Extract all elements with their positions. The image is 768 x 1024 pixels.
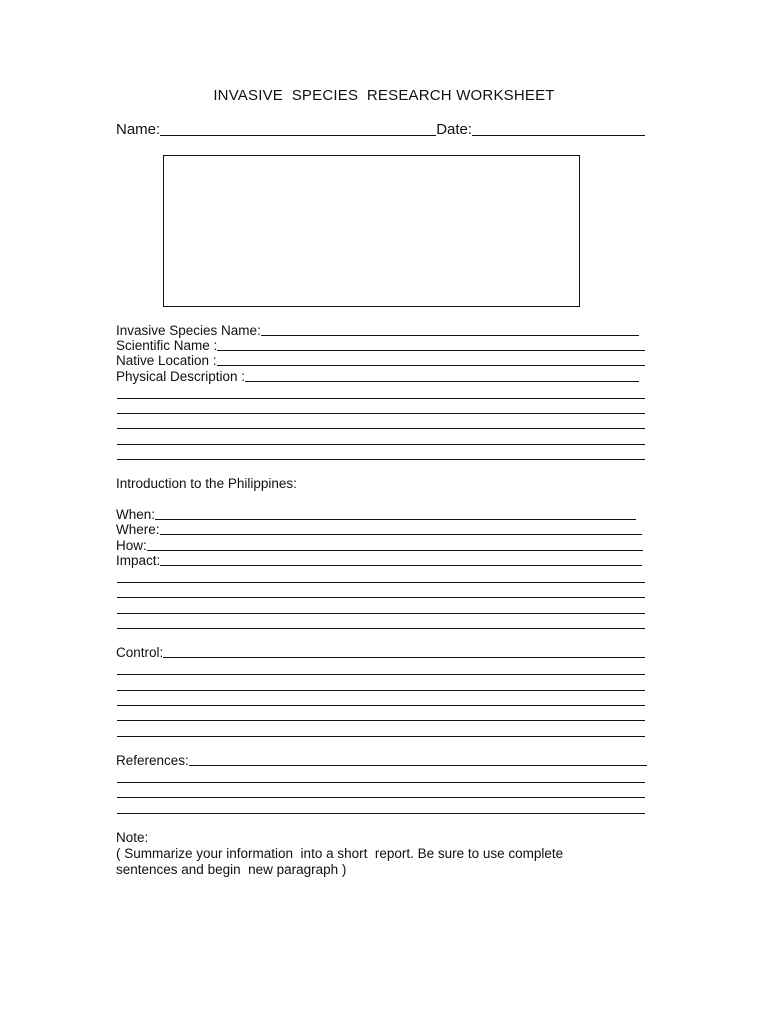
impact-line[interactable] (117, 613, 645, 614)
name-date-row (116, 121, 645, 138)
name-field[interactable] (160, 135, 436, 136)
how-field[interactable] (147, 550, 643, 551)
worksheet-title: INVASIVE SPECIES RESEARCH WORKSHEET (213, 87, 555, 104)
impact-label: Impact: (116, 553, 161, 568)
control-label: Control: (116, 645, 164, 660)
species-picture-box[interactable] (163, 155, 580, 307)
scientific-name-label: Scientific Name : (116, 338, 218, 353)
physical-description-line[interactable] (117, 398, 645, 399)
impact-line[interactable] (117, 582, 645, 583)
note-label: Note: (116, 830, 149, 845)
control-line[interactable] (117, 674, 645, 675)
control-line[interactable] (117, 690, 645, 691)
impact-field[interactable] (160, 565, 642, 566)
species-name-field[interactable] (261, 335, 639, 336)
name-label: Name: (116, 121, 161, 138)
references-row (116, 753, 647, 768)
how-row (116, 538, 643, 553)
native-location-label: Native Location : (116, 353, 217, 368)
control-line[interactable] (117, 720, 645, 721)
references-line[interactable] (117, 782, 645, 783)
how-label: How: (116, 538, 147, 553)
when-row (116, 507, 636, 522)
references-field[interactable] (189, 765, 647, 766)
control-line[interactable] (117, 705, 645, 706)
species-name-row (116, 323, 639, 338)
references-label: References: (116, 753, 189, 768)
control-line[interactable] (117, 736, 645, 737)
where-label: Where: (116, 522, 160, 537)
native-location-field[interactable] (217, 365, 645, 366)
physical-description-label: Physical Description : (116, 369, 246, 384)
introduction-heading: Introduction to the Philippines: (116, 476, 297, 491)
impact-line[interactable] (117, 628, 645, 629)
scientific-name-row (116, 338, 645, 353)
when-field[interactable] (155, 519, 636, 520)
physical-description-line[interactable] (117, 444, 645, 445)
when-label: When: (116, 507, 156, 522)
native-location-row (116, 353, 645, 368)
control-field[interactable] (163, 657, 645, 658)
where-row (116, 522, 642, 537)
control-row (116, 645, 645, 660)
physical-description-line[interactable] (117, 413, 645, 414)
date-field[interactable] (472, 135, 645, 136)
scientific-name-field[interactable] (217, 350, 645, 351)
species-name-label: Invasive Species Name: (116, 323, 261, 338)
impact-row (116, 553, 642, 568)
note-text-line-1: ( Summarize your information into a short report. Be sure to use complete (116, 846, 564, 861)
impact-line[interactable] (117, 597, 645, 598)
references-line[interactable] (117, 797, 645, 798)
physical-description-row (116, 369, 639, 384)
date-label: Date: (436, 121, 473, 138)
physical-description-line[interactable] (117, 459, 645, 460)
physical-description-field[interactable] (245, 381, 639, 382)
references-line[interactable] (117, 813, 645, 814)
physical-description-line[interactable] (117, 428, 645, 429)
note-text-line-2: sentences and begin new paragraph ) (116, 862, 347, 877)
where-field[interactable] (160, 534, 642, 535)
